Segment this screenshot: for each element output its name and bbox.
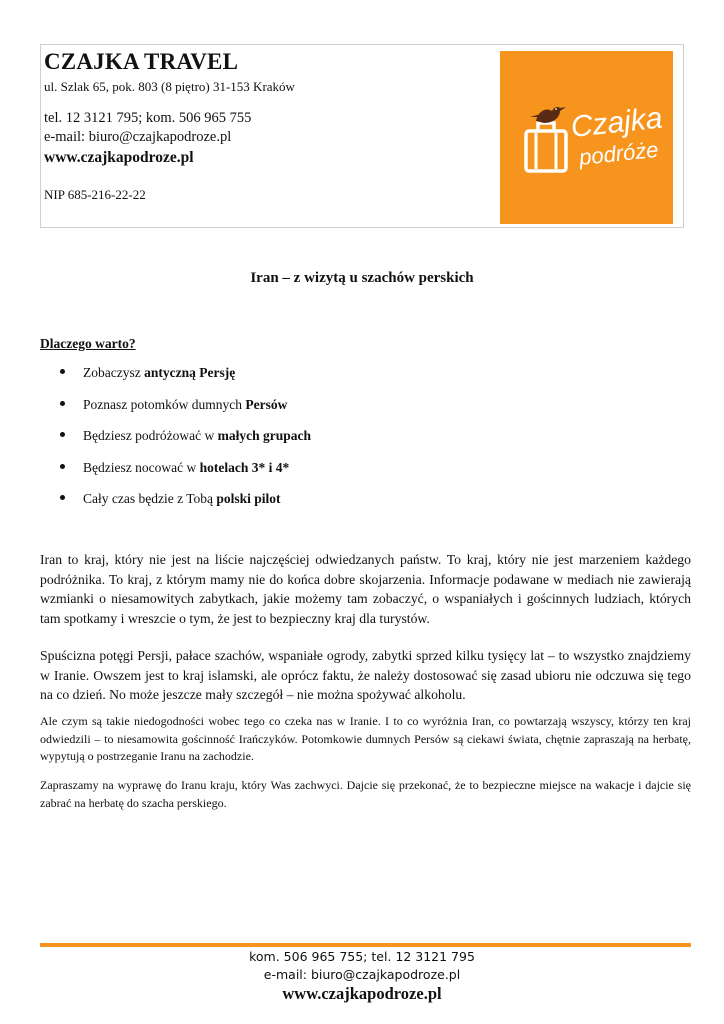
list-item-bold-text: hotelach 3* i 4* — [199, 459, 290, 475]
company-name: CZAJKA TRAVEL — [44, 49, 239, 74]
list-item-text: Będziesz podróżować w — [83, 428, 218, 443]
list-item-bold-text: małych grupach — [217, 428, 311, 443]
section-heading: Dlaczego warto? — [40, 336, 136, 351]
letterhead — [40, 44, 684, 228]
list-item-text: Cały czas będzie z Tobą — [83, 491, 217, 506]
list-item-text: Będziesz nocować w — [83, 459, 200, 475]
svg-text:podróże: podróże — [577, 136, 660, 170]
paragraph: Spuścizna potęgi Persji, pałace szachów, wspaniałe ogrody, zabytki sprzed kilku tysięcy lat – to wszystko znajdziemy w Iranie. Owszem jest to kraj islamski, ale oprócz faktu, że należy dostosować się zasad ubioru nie odczuwa się tego na co dzień. No może jeszcze mały szczegół – nie można spożywać alkoholu. — [40, 648, 691, 703]
czajka-logo — [500, 51, 673, 224]
svg-text:Czajka: Czajka — [569, 101, 664, 144]
bullet-icon — [60, 464, 65, 469]
suitcase-bird-icon — [500, 51, 673, 224]
footer-website-link[interactable]: www.czajkapodroze.pl — [282, 984, 442, 1003]
company-address: ul. Szlak 65, pok. 803 (8 piętro) 31-153 Kraków — [44, 79, 295, 94]
list-item-bold-text: antyczną Persję — [144, 365, 236, 380]
paragraph: Zapraszamy na wyprawę do Iranu kraju, który Was zachwyci. Dajcie się przekonać, że to bezpieczne miejsce na wakacje i dajcie się zabrać na herbatę do szacha perskiego. — [40, 778, 691, 810]
footer-email[interactable]: e-mail: biuro@czajkapodroze.pl — [263, 967, 461, 982]
bullet-icon — [60, 495, 65, 500]
bullet-icon — [60, 432, 65, 437]
paragraph: Iran to kraj, który nie jest na liście najczęściej odwiedzanych państw. To kraj, który nie jest marzeniem każdego podróżnika. To kraj, z którym mamy nie do końca dobre skojarzenia. Informacje podawane w mediach nie zawierają wzmianki o niesamowitych zabytkach, jakie możemy tam zobaczyć, o wspaniałych i gościnnych ludziach, których tam spotkamy i wreszcie o tym, że jest to bezpieczny kraj dla turystów. — [40, 552, 691, 627]
footer-contact: kom. 506 965 755; tel. 12 3121 795 — [249, 949, 475, 964]
list-item-bold-text: Persów — [245, 396, 288, 412]
list-item-text: Zobaczysz — [83, 365, 145, 380]
footer-divider — [40, 943, 691, 947]
bullet-icon — [60, 369, 65, 374]
bullet-icon — [60, 401, 65, 406]
company-phone: tel. 12 3121 795; kom. 506 965 755 — [44, 110, 252, 126]
paragraph: Ale czym są takie niedogodności wobec tego co czeka nas w Iranie. I to co wyróżnia Iran, co powtarzają wszyscy, którzy ten kraj odwiedzili – to niesamowita gościnność Irańczyków. Potomkowie dumnych Persów są ciekawi świata, chętnie zapraszają na herbatę, wypytują o postrzeganie Iranu na zachodzie. — [40, 714, 691, 763]
document-title: Iran – z wizytą u szachów perskich — [250, 270, 474, 286]
company-website-link[interactable]: www.czajkapodroze.pl — [44, 149, 194, 166]
list-item-bold-text: polski pilot — [216, 491, 281, 506]
list-item-text: Poznasz potomków dumnych — [83, 396, 246, 412]
company-nip: NIP 685-216-22-22 — [44, 187, 146, 202]
company-email[interactable]: e-mail: biuro@czajkapodroze.pl — [44, 129, 232, 145]
